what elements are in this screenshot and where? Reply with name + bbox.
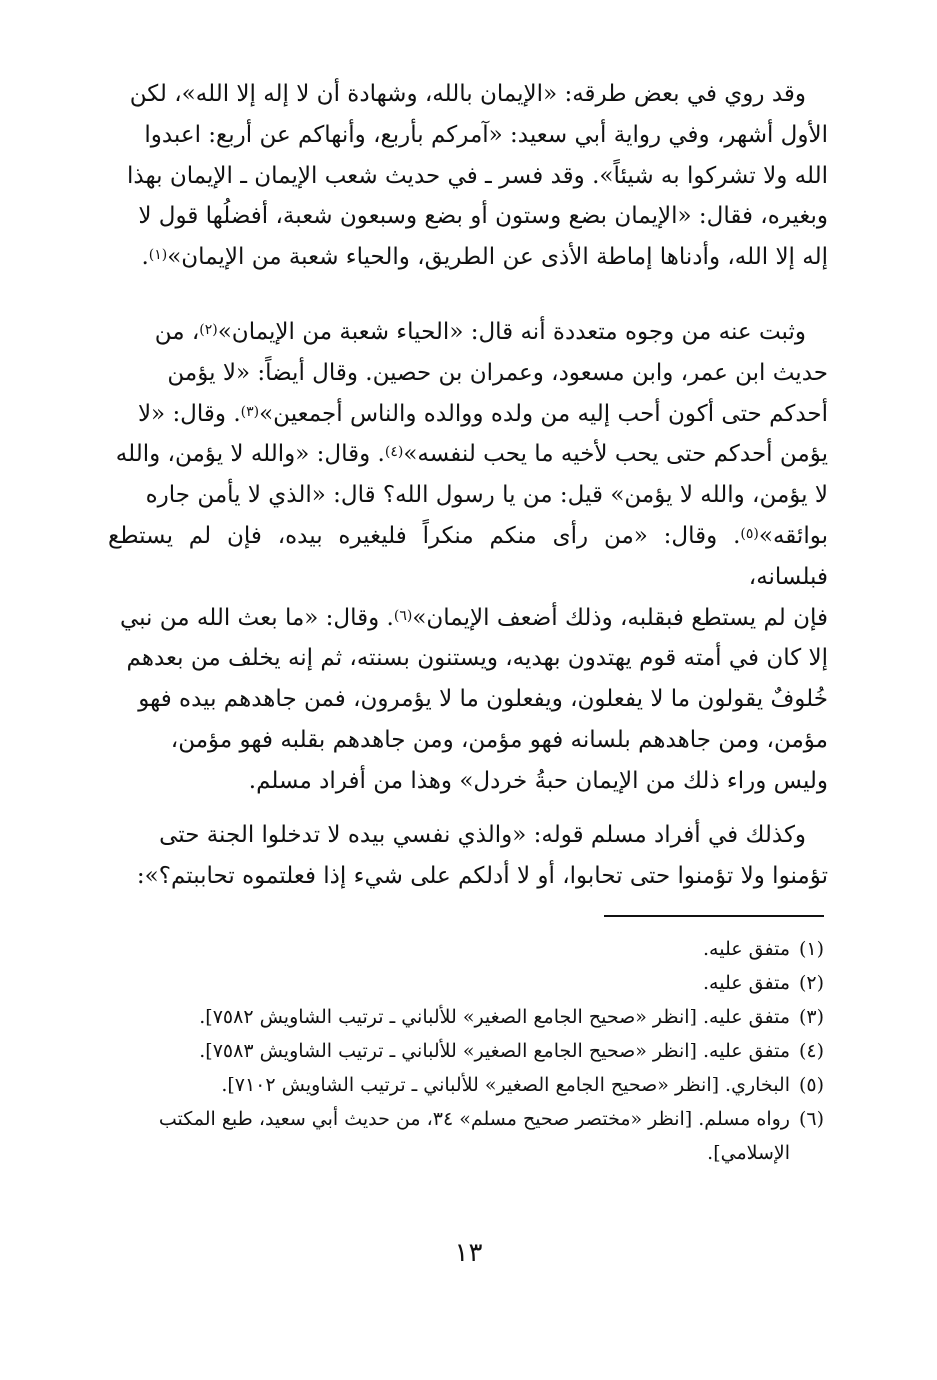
footnote-item [100, 1034, 824, 1068]
footnote-number: (٣) [798, 1006, 824, 1028]
footnotes [100, 932, 824, 1170]
footnote-item [100, 1068, 824, 1102]
text-segment: وثبت عنه من وجوه متعددة أنه قال: «الحياء شعبة من الإيمان» [217, 319, 806, 345]
footnote-ref-4[interactable]: (٤) [384, 444, 404, 461]
footnote-text: رواه مسلم. [انظر «مختصر صحيح مسلم» ٣٤، من حديث أبي سعيد، طبع المكتب الإسلامي]. [158, 1108, 790, 1164]
footnote-number: (١) [798, 938, 824, 960]
text-line [108, 434, 828, 475]
text-segment: . وقال: «لا [137, 400, 241, 427]
footnote-text: متفق عليه. [703, 938, 790, 960]
footnote-text: متفق عليه. [703, 972, 790, 994]
text-line: وكذلك في أفراد مسلم قوله: «والذي نفسي بيده لا تدخلوا الجنة حتى [159, 822, 806, 848]
footnote-number: (٥) [798, 1074, 824, 1096]
text-segment: إله إلا الله، وأدناها إماطة الأذى عن الطريق، والحياء شعبة من الإيمان» [167, 244, 828, 271]
footnote-ref-6[interactable]: (٦) [393, 607, 413, 624]
text-line: الله ولا تشركوا به شيئاً». وقد فسر ـ في حديث شعب الإيمان ـ الإيمان بهذا [127, 162, 828, 189]
text-line [108, 516, 828, 598]
text-line: الأول أشهر، وفي رواية أبي سعيد: «آمركم بأربع، وأنهاكم عن أربع: اعبدوا [144, 121, 828, 148]
text-segment: ، من [154, 319, 200, 345]
text-line [108, 312, 828, 353]
text-line: وقد روي في بعض طرقه: «الإيمان بالله، وشهادة أن لا إله إلا الله»، لكن [129, 81, 806, 107]
footnote-ref-1[interactable]: (١) [148, 247, 168, 264]
text-line [108, 394, 828, 435]
footnote-item [100, 966, 824, 1000]
text-line [108, 598, 828, 639]
text-line: إلا كان في أمته قوم يهتدون بهديه، ويستنون بسنته، ثم إنه يخلف من بعدهم [126, 645, 828, 672]
footnote-text: متفق عليه. [انظر «صحيح الجامع الصغير» للألباني ـ ترتيب الشاويش ٧٥٨٣]. [199, 1040, 790, 1062]
text-line: وليس وراء ذلك من الإيمان حبةُ خردل» وهذا من أفراد مسلم. [248, 767, 828, 794]
page-number: ١٣ [454, 1238, 483, 1268]
text-line: تؤمنوا ولا تؤمنوا حتى تحابوا، أو لا أدلكم على شيء إذا فعلتموه تحاببتم؟»: [136, 862, 828, 889]
text-segment: . [141, 244, 149, 271]
paragraph-3 [108, 815, 828, 897]
text-line [108, 237, 828, 278]
footnote-number: (٤) [798, 1040, 824, 1062]
footnote-number: (٢) [798, 972, 824, 994]
text-segment: بوائقه» [758, 522, 828, 549]
paragraph-2 [108, 312, 828, 802]
footnote-separator [604, 915, 824, 917]
footnote-text: البخاري. [انظر «صحيح الجامع الصغير» للألباني ـ ترتيب الشاويش ٧١٠٢]. [221, 1074, 790, 1096]
text-segment: . وقال: «والله لا يؤمن، والله [115, 441, 385, 468]
paragraph-1 [108, 74, 828, 278]
footnote-item [100, 1000, 824, 1034]
footnote-item [100, 932, 824, 966]
footnote-ref-2[interactable]: (٢) [199, 322, 218, 338]
footnote-number: (٦) [798, 1108, 824, 1130]
footnote-text: متفق عليه. [انظر «صحيح الجامع الصغير» للألباني ـ ترتيب الشاويش ٧٥٨٢]. [199, 1006, 790, 1028]
text-line: لا يؤمن، والله لا يؤمن» قيل: من يا رسول الله؟ قال: «الذي لا يأمن جاره [145, 482, 828, 509]
text-line: وبغيره، فقال: «الإيمان بضع وستون أو بضع وسبعون شعبة، أفضلُها قول لا [138, 203, 828, 230]
text-line: مؤمن، ومن جاهدهم بلسانه فهو مؤمن، ومن جاهدهم بقلبه فهو مؤمن، [170, 726, 828, 753]
text-line: خُلوفٌ يقولون ما لا يفعلون، ويفعلون ما لا يؤمرون، فمن جاهدهم بيده فهو [138, 686, 828, 713]
text-line: حديث ابن عمر، وابن مسعود، وعمران بن حصين. وقال أيضاً: «لا يؤمن [167, 359, 828, 386]
text-segment: أحدكم حتى أكون أحب إليه من ولده ووالده والناس أجمعين» [259, 400, 828, 427]
text-segment: . وقال: «من رأى منكم منكراً فليغيره بيده، فإن لم يستطع فبلسانه، [108, 522, 828, 590]
text-segment: فإن لم يستطع فبقلبه، وذلك أضعف الإيمان» [412, 604, 828, 631]
text-segment: . وقال: «ما بعث الله من نبي [119, 604, 394, 631]
footnote-item [100, 1102, 824, 1170]
footnote-ref-3[interactable]: (٣) [240, 403, 260, 420]
text-segment: يؤمن أحدكم حتى يحب لأخيه ما يحب لنفسه» [403, 441, 828, 468]
footnote-ref-5[interactable]: (٥) [740, 525, 759, 542]
